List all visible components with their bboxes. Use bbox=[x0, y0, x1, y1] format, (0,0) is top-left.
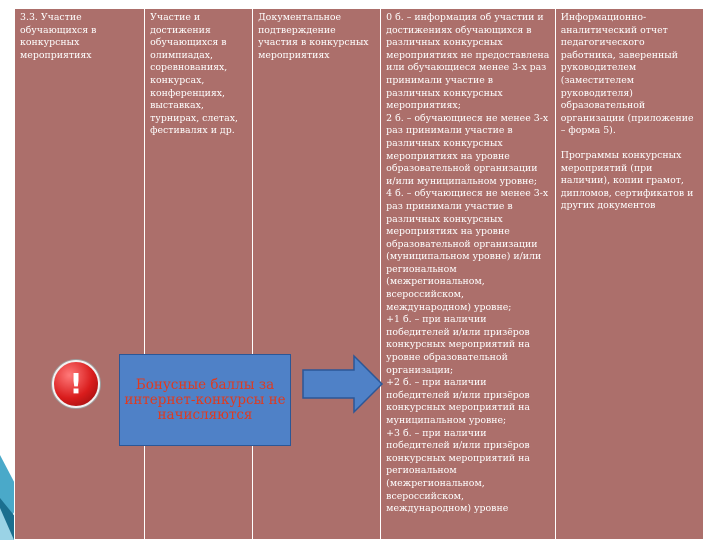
scoring-line: 0 б. – информация об участии и достижениях обучающихся в различных конкурсных мероприятиях не предоставлена или обучающиеся менее 3-х раз принимали участие в различных конкурсных мероприятиях; bbox=[386, 12, 550, 112]
documents-text: Программы конкурсных мероприятий (при наличии), копии грамот, дипломов, сертификатов и других документов bbox=[560, 149, 694, 212]
arrow-right-icon bbox=[302, 354, 384, 414]
criteria-table bbox=[14, 8, 704, 540]
criterion-text: 3.3. Участие обучающихся в конкурсных мероприятиях bbox=[20, 12, 97, 61]
indicator-cell bbox=[145, 9, 253, 540]
exclamation-glyph: ! bbox=[69, 367, 83, 400]
confirmation-cell bbox=[253, 9, 381, 540]
scoring-line: 4 б. – обучающиеся не менее 3-х раз принимали участие в различных конкурсных мероприятиях на уровне образовательной организации (муниципальном уровне) и/или региональном (межрегиональном, всероссийском, международном) уровне; bbox=[386, 188, 549, 313]
exclamation-icon bbox=[52, 360, 100, 408]
scoring-line: +3 б. – при наличии победителей и/или призёров конкурсных мероприятий на региональном (межрегиональном, всероссийском, международном) уровне bbox=[386, 427, 530, 515]
bonus-callout-text: Бонусные баллы за интернет-конкурсы не начисляются bbox=[124, 376, 286, 423]
documents-cell bbox=[555, 9, 703, 540]
criterion-cell bbox=[15, 9, 145, 540]
scoring-line: +2 б. – при наличии победителей и/или призёров конкурсных мероприятий на муниципальном уровне; bbox=[386, 377, 530, 426]
table-row bbox=[15, 9, 704, 540]
scoring-line: 2 б. – обучающиеся не менее 3-х раз принимали участие в различных конкурсных мероприятиях на уровне образовательной организации и/или муниципальном уровне; bbox=[386, 112, 549, 187]
scoring-line: +1 б. – при наличии победителей и/или призёров конкурсных мероприятий на уровне образовательной организации; bbox=[386, 314, 530, 376]
indicator-text: Участие и достижения обучающихся в олимпиадах, соревнованиях, конкурсах, конференциях, выставках, турнирах, слетах, фестивалях и др. bbox=[150, 12, 238, 137]
documents-text: Информационно-аналитический отчет педагогического работника, заверенный руководителем (заместителем руководителя) образовательной организации (приложение – форма 5). bbox=[560, 12, 694, 137]
scoring-cell bbox=[381, 9, 556, 540]
confirmation-text: Документальное подтверждение участия в конкурсных мероприятиях bbox=[258, 12, 369, 61]
bonus-callout-box bbox=[119, 354, 291, 446]
decorative-corner-shape bbox=[0, 508, 14, 540]
